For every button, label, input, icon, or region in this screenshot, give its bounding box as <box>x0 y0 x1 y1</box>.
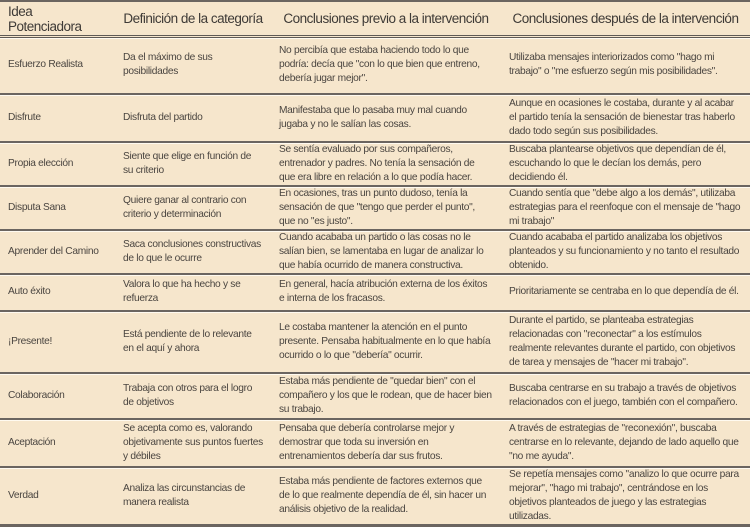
cell-definition: Siente que elige en función de su criterio <box>115 142 271 186</box>
cell-before: En general, hacía atribución externa de los éxitos e interna de los fracasos. <box>271 274 501 311</box>
cell-before: Le costaba mantener la atención en el punto presente. Pensaba habitualmente en lo que había ocurrido o lo que "debería" ocurrir. <box>271 311 501 373</box>
table-row <box>0 142 750 186</box>
cell-after: Cuando acababa el partido analizaba los objetivos planteados y su funcionamiento y no tanto el resultado obtenido. <box>501 230 750 274</box>
cell-before: No percibía que estaba haciendo todo lo que podría: decía que "con lo que bien que entreno, debería jugar mejor". <box>271 37 501 94</box>
cell-after: Utilizaba mensajes interiorizados como "hago mi trabajo" o "me esfuerzo según mis posibilidades". <box>501 37 750 94</box>
cell-definition: Valora lo que ha hecho y se refuerza <box>115 274 271 311</box>
cell-idea: Disputa Sana <box>0 186 115 230</box>
cell-idea: ¡Presente! <box>0 311 115 373</box>
header-after: Conclusiones después de la intervención <box>501 1 750 37</box>
cell-definition: Quiere ganar al contrario con criterio y determinación <box>115 186 271 230</box>
header-idea: Idea Potenciadora <box>0 1 115 37</box>
cell-before: Estaba más pendiente de "quedar bien" con el compañero y los que le rodean, que de hacer bien su trabajo. <box>271 373 501 419</box>
cell-before: Manifestaba que lo pasaba muy mal cuando jugaba y no le salían las cosas. <box>271 94 501 142</box>
cell-definition: Disfruta del partido <box>115 94 271 142</box>
cell-after: Aunque en ocasiones le costaba, durante y al acabar el partido tenía la sensación de bienestar tras haberlo dado todo según sus posibilidades. <box>501 94 750 142</box>
cell-idea: Colaboración <box>0 373 115 419</box>
table-row <box>0 274 750 311</box>
table-row <box>0 419 750 467</box>
header-row <box>0 1 750 37</box>
cell-after: Buscaba plantearse objetivos que dependían de él, escuchando lo que le decían los demás, pero decidiendo él. <box>501 142 750 186</box>
header-before: Conclusiones previo a la intervención <box>271 1 501 37</box>
header-definition: Definición de la categoría <box>115 1 271 37</box>
table-row <box>0 94 750 142</box>
cell-before: Cuando acababa un partido o las cosas no le salían bien, se lamentaba en lugar de analizar lo que había ocurrido de manera constructiva. <box>271 230 501 274</box>
cell-definition: Analiza las circunstancias de manera realista <box>115 467 271 526</box>
table-row <box>0 373 750 419</box>
cell-before: Se sentía evaluado por sus compañeros, entrenador y padres. No tenía la sensación de que era libre en relación a lo que podía hacer. <box>271 142 501 186</box>
cell-after: Buscaba centrarse en su trabajo a través de objetivos relacionados con el juego, también con el compañero. <box>501 373 750 419</box>
cell-after: A través de estrategias de "reconexión", buscaba centrarse en lo relevante, dejando de lado aquello que "no me ayuda". <box>501 419 750 467</box>
table-row <box>0 37 750 94</box>
table-row <box>0 230 750 274</box>
cell-before: Estaba más pendiente de factores externos que de lo que realmente dependía de él, sin hacer un análisis objetivo de la realidad. <box>271 467 501 526</box>
cell-before: En ocasiones, tras un punto dudoso, tenía la sensación de que "tengo que perder el punto", que no "es justo". <box>271 186 501 230</box>
cell-definition: Trabaja con otros para el logro de objetivos <box>115 373 271 419</box>
cell-after: Prioritariamente se centraba en lo que dependía de él. <box>501 274 750 311</box>
cell-after: Durante el partido, se planteaba estrategias relacionadas con "reconectar" a los estímulos realmente relevantes durante el partido, con objetivos de tarea y mensajes de "hacer mi trabajo". <box>501 311 750 373</box>
table-row <box>0 311 750 373</box>
cell-idea: Aprender del Camino <box>0 230 115 274</box>
cell-idea: Verdad <box>0 467 115 526</box>
table-row <box>0 467 750 526</box>
cell-idea: Esfuerzo Realista <box>0 37 115 94</box>
cell-definition: Da el máximo de sus posibilidades <box>115 37 271 94</box>
cell-definition: Está pendiente de lo relevante en el aquí y ahora <box>115 311 271 373</box>
cell-definition: Saca conclusiones constructivas de lo que le ocurre <box>115 230 271 274</box>
table-row <box>0 186 750 230</box>
cell-idea: Auto éxito <box>0 274 115 311</box>
cell-before: Pensaba que debería controlarse mejor y demostrar que toda su inversión en entrenamientos debería dar sus frutos. <box>271 419 501 467</box>
cell-definition: Se acepta como es, valorando objetivamente sus puntos fuertes y débiles <box>115 419 271 467</box>
cell-idea: Disfrute <box>0 94 115 142</box>
cell-idea: Propia elección <box>0 142 115 186</box>
cell-after: Se repetía mensajes como "analizo lo que ocurre para mejorar", "hago mi trabajo", centrándose en los objetivos planteados de juego y las estrategias utilizadas. <box>501 467 750 526</box>
cell-after: Cuando sentía que "debe algo a los demás", utilizaba estrategias para el reenfoque con el mensaje de "hago mi trabajo" <box>501 186 750 230</box>
cell-idea: Aceptación <box>0 419 115 467</box>
